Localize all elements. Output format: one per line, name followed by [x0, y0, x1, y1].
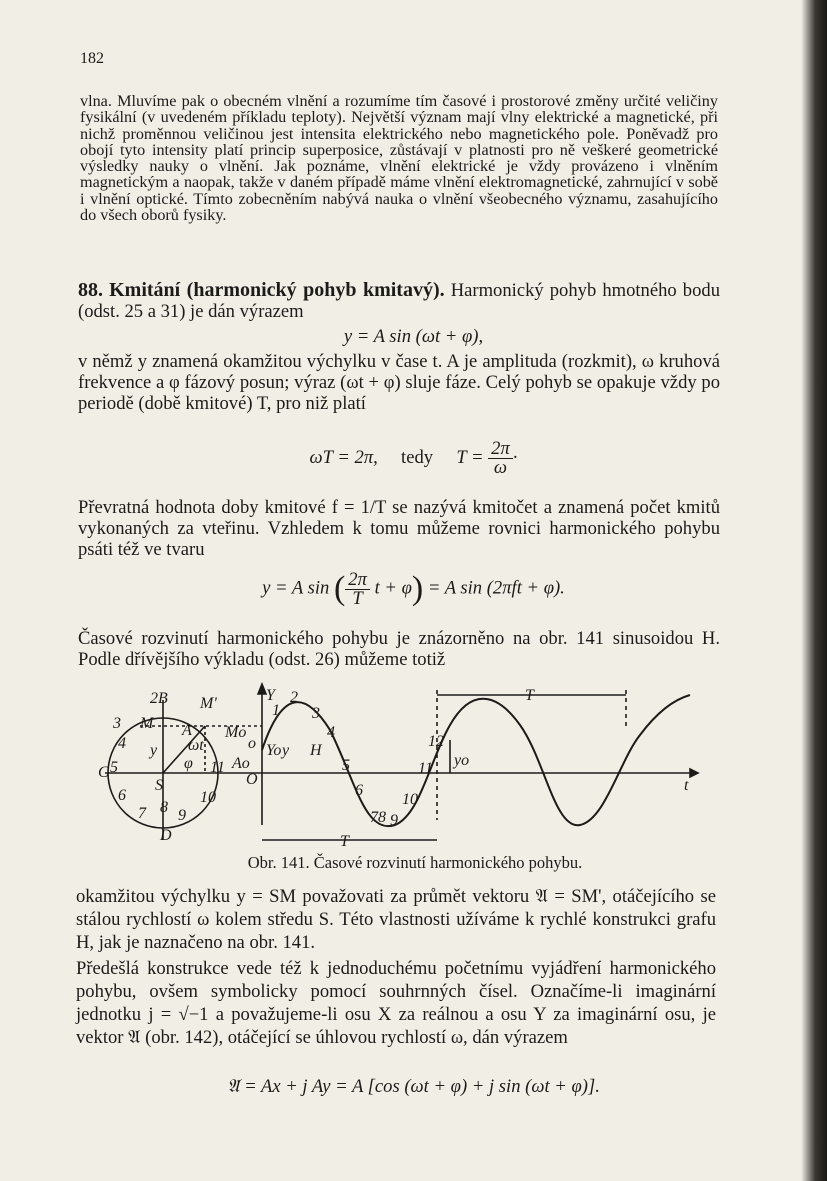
label-S: S [155, 777, 163, 794]
label-o: o [248, 735, 256, 752]
label-4-circle: 4 [118, 735, 126, 752]
eq3-mid: t + φ [374, 577, 412, 599]
eq-period-word: tedy [401, 446, 434, 468]
section-intro-text: Harmonický pohyb hmotného bodu (odst. 25 a 31) je dán výrazem [78, 280, 720, 323]
label-4: 4 [327, 724, 335, 741]
label-O: O [246, 771, 258, 788]
equation-period [0, 440, 827, 477]
paragraph-wave-intro: vlna. Mluvíme pak o obecném vlnění a rozumíme tím časové i prostorové změny určité veličiny fysikální (v uvedeném příkladu teploty). Největší význam mají vlny elektrické a magnetické, při nichž proměnnou veličinou jest intensita elektrického nebo magnetického pole. Poněvadž pro obojí tyto intensity platí princip superposice, zůstávají v platnosti pro ně veškeré geometrické výsledky nauky o vlnění. Jak poznáme, vlnění elektrické je vždy provázeno i vlněním magnetickým a naopak, takže v daném případě máme vlnění elektromagnetické, zahrnující v sobě i vlnění optické. Tímto zobecněním nabývá nauka o vlnění všeobecného významu, zasahujícího do všech oborů fysiky. [80, 92, 718, 225]
label-y: y [150, 742, 158, 759]
label-T-top: T [525, 687, 534, 704]
eq-period-left: ωT = 2π, [309, 446, 378, 468]
paragraph-complex: Předešlá konstrukce vede též k jednoduchému početnímu vyjádření harmonického pohybu, ovšem symbolicky pomocí souhrnných čísel. Označíme-li imaginární jednotku j = √−1 a považujeme-li osu X za reálnou a osu Y za imaginární osu, je vektor 𝔄 (obr. 142), otáčející se úhlovou rychlostí ω, dán výrazem [76, 958, 716, 1048]
label-78: 78 [370, 809, 386, 826]
label-omega-t: ωt [188, 737, 204, 754]
eq3-num: 2π [345, 571, 370, 590]
label-6b: 6 [355, 782, 363, 799]
paragraph-amplitude: v němž y znamená okamžitou výchylku v čase t. A je amplituda (rozkmit), ω kruhová frekvence a φ fázový posun; výraz (ωt + φ) sluje fáze. Celý pohyb se opakuje vždy po periodě (době kmitové) T, pro niž platí [78, 351, 720, 415]
section-number: 88. [78, 279, 103, 301]
label-3-circle: 3 [113, 715, 121, 732]
eq3-fraction [345, 568, 370, 609]
eq-period-tail: · [512, 446, 518, 468]
figure-caption: Obr. 141. Časové rozvinutí harmonického pohybu. [247, 853, 583, 872]
label-M: M [140, 715, 154, 732]
time-axis-arrow [690, 769, 698, 777]
section-title: Kmitání (harmonický pohyb kmitavý). [109, 279, 445, 301]
equation-harmonic-motion: y = A sin (ωt + φ), [343, 326, 484, 347]
label-t: t [684, 777, 689, 794]
label-Y: Y [266, 687, 275, 704]
eq3-rhs: = A sin (2πft + φ). [427, 577, 565, 599]
label-12: 12 [428, 733, 444, 750]
label-10: 10 [200, 789, 216, 806]
label-2: 2 [290, 689, 298, 706]
label-H: H [310, 742, 322, 759]
paragraph-sinusoid: Časové rozvinutí harmonického pohybu je znázorněno na obr. 141 sinusoidou H. Podle dřívějšího výkladu (odst. 26) můžeme totiž [78, 628, 720, 671]
equation-complex-vector: 𝔄 = Ax + j Ay = A [cos (ωt + φ) + j sin (ωt + φ)]. [227, 1076, 600, 1097]
label-10b: 10 [402, 791, 418, 808]
eq3-paren-left: ( [333, 570, 346, 607]
label-Mo: Mo [225, 724, 247, 741]
label-Yo-left: Yo [266, 742, 282, 759]
page-number: 182 [80, 50, 104, 67]
label-B: 2B [150, 690, 168, 707]
label-9b: 9 [390, 812, 398, 829]
section-88-intro [78, 280, 720, 322]
label-5b: 5 [342, 757, 350, 774]
eq3-lhs: y = A sin [262, 577, 330, 599]
eq-period-fraction [488, 440, 513, 477]
label-Ao: Ao [232, 755, 250, 772]
label-T-bottom: T [340, 833, 349, 850]
label-D: D [160, 827, 172, 844]
figure-141 [0, 680, 827, 870]
label-7: 7 [138, 805, 146, 822]
label-3: 3 [312, 705, 320, 722]
label-11: 11 [210, 759, 225, 776]
label-11b: 11 [418, 760, 433, 777]
label-C: C [98, 764, 109, 781]
label-A: A [182, 722, 192, 739]
label-8: 8 [160, 799, 168, 816]
label-9: 9 [178, 807, 186, 824]
label-phi: φ [184, 755, 193, 772]
label-yo: yo [454, 752, 470, 769]
eq3-den: T [352, 587, 363, 609]
eq-period-den: ω [493, 457, 508, 478]
eq-period-lhs: T = [456, 446, 484, 468]
graph-y-axis-arrow [258, 684, 266, 694]
eq-period-num: 2π [488, 440, 513, 459]
label-6: 6 [118, 787, 126, 804]
label-M-prime: M' [200, 695, 217, 712]
label-5: 5 [110, 759, 118, 776]
paragraph-projection: okamžitou výchylku y = SM považovati za průmět vektoru 𝔄 = SM', otáčejícího se stálou rychlostí ω kolem středu S. Této vlastnosti užíváme k rychlé konstrukci grafu H, jak je naznačeno na obr. 141. [76, 886, 716, 953]
label-1: 1 [272, 702, 280, 719]
label-y-graph: y [282, 742, 290, 759]
paragraph-frequency: Převratná hodnota doby kmitové f = 1/T se nazývá kmitočet a znamená počet kmitů vykonaných za vteřinu. Vzhledem k tomu můžeme rovnici harmonického pohybu psáti též ve tvaru [78, 497, 720, 561]
equation-harmonic-alt [0, 570, 827, 608]
eq3-paren-right: ) [411, 570, 424, 607]
